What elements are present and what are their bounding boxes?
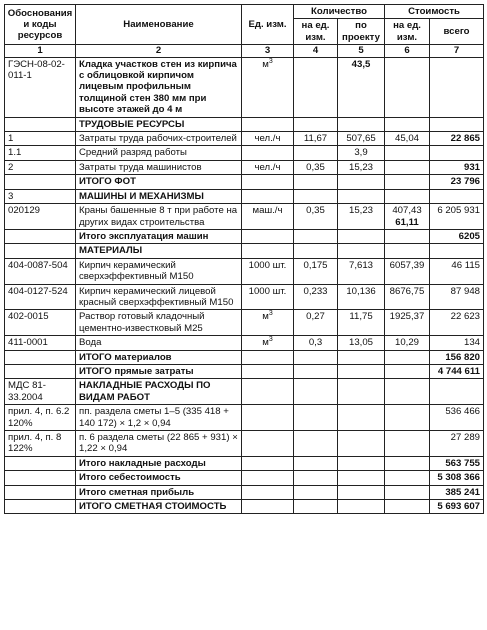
cell-code-text: 2 bbox=[8, 161, 14, 173]
cell-qty-per-unit bbox=[294, 146, 338, 160]
cell-unit bbox=[242, 364, 294, 378]
cell-name-text: Итого эксплуатация машин bbox=[79, 230, 209, 242]
cell-cost-total-text: 23 796 bbox=[450, 176, 481, 188]
col-number: 4 bbox=[294, 45, 338, 57]
cell-qty-project bbox=[338, 350, 385, 364]
cell-cost-per-unit bbox=[385, 471, 430, 485]
cell-name-text: Итого накладные расходы bbox=[79, 457, 206, 469]
cell-qty-per-unit bbox=[294, 456, 338, 470]
cell-name bbox=[76, 229, 242, 243]
table-row bbox=[5, 244, 484, 258]
cell-unit-text: $м^3$ bbox=[262, 57, 273, 70]
cell-cost-total bbox=[430, 431, 484, 457]
cell-cost-per-unit bbox=[385, 160, 430, 174]
cell-cost-total bbox=[430, 175, 484, 189]
cell-name bbox=[76, 204, 242, 230]
cell-qty-project-text: 7,613 bbox=[349, 259, 374, 271]
cell-cost-per-unit bbox=[385, 57, 430, 117]
cell-name-text: Затраты труда рабочих-строителей bbox=[79, 133, 237, 145]
table-row bbox=[5, 405, 484, 431]
cell-unit bbox=[242, 244, 294, 258]
cell-code bbox=[5, 350, 76, 364]
cell-name-text: ИТОГО ФОТ bbox=[79, 176, 136, 188]
cell-cost-per-unit bbox=[385, 284, 430, 310]
cell-name bbox=[76, 310, 242, 336]
table-row bbox=[5, 189, 484, 203]
cell-code bbox=[5, 379, 76, 405]
cell-name-text: Краны башенные 8 т при работе на других видах строительства bbox=[79, 205, 238, 228]
cell-qty-per-unit bbox=[294, 500, 338, 514]
cell-qty-per-unit-text: 0,233 bbox=[303, 285, 328, 297]
cell-qty-project-text: 13,05 bbox=[349, 337, 374, 349]
cell-qty-project bbox=[338, 456, 385, 470]
cell-name bbox=[76, 364, 242, 378]
cell-code bbox=[5, 175, 76, 189]
table-row bbox=[5, 160, 484, 174]
cell-name-text: ИТОГО СМЕТНАЯ СТОИМОСТЬ bbox=[79, 501, 227, 513]
cell-unit bbox=[242, 258, 294, 284]
cell-unit-text: 1000 шт. bbox=[248, 259, 287, 271]
cell-qty-per-unit bbox=[294, 350, 338, 364]
cell-cost-per-unit bbox=[385, 258, 430, 284]
cell-unit bbox=[242, 310, 294, 336]
table-row bbox=[5, 456, 484, 470]
cell-code bbox=[5, 189, 76, 203]
cell-unit bbox=[242, 350, 294, 364]
cell-name bbox=[76, 471, 242, 485]
table-row bbox=[5, 336, 484, 350]
cell-qty-project bbox=[338, 57, 385, 117]
cell-code bbox=[5, 431, 76, 457]
header-qty-per-unit: на ед. изм. bbox=[294, 19, 338, 45]
unit-superscript: 3 bbox=[268, 310, 273, 318]
cell-qty-project bbox=[338, 284, 385, 310]
cell-qty-project bbox=[338, 485, 385, 499]
col-number: 5 bbox=[338, 45, 385, 57]
cell-name-text: ИТОГО материалов bbox=[79, 351, 172, 363]
cell-qty-per-unit-text: 0,27 bbox=[306, 311, 325, 323]
cell-unit bbox=[242, 485, 294, 499]
cell-cost-per-unit-text: 6057,39 bbox=[389, 259, 425, 271]
cell-name-text: НАКЛАДНЫЕ РАСХОДЫ ПО ВИДАМ РАБОТ bbox=[79, 380, 211, 403]
cell-cost-total bbox=[430, 229, 484, 243]
cell-cost-total bbox=[430, 310, 484, 336]
cell-qty-per-unit bbox=[294, 160, 338, 174]
table-row bbox=[5, 471, 484, 485]
cell-cost-total-text: 27 289 bbox=[450, 432, 481, 443]
col-number: 7 bbox=[430, 45, 484, 57]
cell-code bbox=[5, 456, 76, 470]
cell-name bbox=[76, 431, 242, 457]
table-row bbox=[5, 204, 484, 230]
cell-qty-per-unit bbox=[294, 431, 338, 457]
cell-name-text: Итого себестоимость bbox=[79, 472, 181, 484]
cell-cost-per-unit bbox=[385, 204, 430, 230]
cell-name bbox=[76, 456, 242, 470]
table-row bbox=[5, 350, 484, 364]
table-row bbox=[5, 364, 484, 378]
cell-cost-total-text: 536 466 bbox=[445, 406, 481, 418]
col-number: 6 bbox=[385, 45, 430, 57]
cell-cost-total bbox=[430, 146, 484, 160]
table-row bbox=[5, 117, 484, 131]
cell-cost-total bbox=[430, 284, 484, 310]
cell-cost-per-unit bbox=[385, 189, 430, 203]
cell-cost-total bbox=[430, 132, 484, 146]
cell-cost-per-unit bbox=[385, 310, 430, 336]
cell-cost-per-unit bbox=[385, 364, 430, 378]
cell-qty-project bbox=[338, 310, 385, 336]
cell-name-text: Итого сметная прибыль bbox=[79, 486, 195, 498]
table-row bbox=[5, 57, 484, 117]
cell-cost-per-unit-text: 45,04 bbox=[395, 133, 420, 145]
header-cost-per-unit: на ед. изм. bbox=[385, 19, 430, 45]
table-body bbox=[5, 57, 484, 514]
cell-cost-per-unit bbox=[385, 117, 430, 131]
table-row bbox=[5, 175, 484, 189]
cell-name-text: Кладка участков стен из кирпича с облицовкой кирпичом лицевым профильным толщиной стен 380 мм при высоте этажей до 4 м bbox=[79, 58, 237, 116]
cell-code bbox=[5, 204, 76, 230]
table-row bbox=[5, 284, 484, 310]
cell-code-text: 020129 bbox=[8, 205, 41, 217]
cell-unit bbox=[242, 379, 294, 405]
table-row bbox=[5, 431, 484, 457]
cell-code-text: 3 bbox=[8, 190, 14, 202]
cell-cost-per-unit-text: 8676,75 bbox=[389, 285, 425, 297]
cell-qty-project bbox=[338, 379, 385, 405]
cell-cost-total bbox=[430, 500, 484, 514]
cell-cost-total bbox=[430, 456, 484, 470]
cell-code bbox=[5, 57, 76, 117]
cell-name bbox=[76, 258, 242, 284]
cell-qty-project bbox=[338, 229, 385, 243]
cell-name bbox=[76, 57, 242, 117]
cell-name bbox=[76, 350, 242, 364]
cell-qty-per-unit bbox=[294, 379, 338, 405]
cell-cost-total-text: 931 bbox=[464, 161, 481, 173]
cell-unit bbox=[242, 471, 294, 485]
cell-cost-total bbox=[430, 379, 484, 405]
cell-qty-per-unit bbox=[294, 336, 338, 350]
cell-qty-per-unit bbox=[294, 117, 338, 131]
cell-name bbox=[76, 379, 242, 405]
cell-qty-per-unit-text: 0,3 bbox=[308, 337, 323, 349]
cell-qty-per-unit-text: 0,35 bbox=[306, 205, 325, 217]
cell-name bbox=[76, 244, 242, 258]
cell-unit bbox=[242, 117, 294, 131]
cell-cost-per-unit bbox=[385, 132, 430, 146]
col-number: 2 bbox=[76, 45, 242, 57]
cell-name-text: Затраты труда машинистов bbox=[79, 161, 202, 173]
cell-code bbox=[5, 310, 76, 336]
header-qty-project: по проекту bbox=[338, 19, 385, 45]
cell-cost-total-text: 87 948 bbox=[450, 285, 481, 297]
cell-cost-total bbox=[430, 204, 484, 230]
cell-qty-project-text: 11,75 bbox=[349, 311, 373, 323]
cell-qty-project bbox=[338, 160, 385, 174]
cell-qty-per-unit bbox=[294, 310, 338, 336]
cell-code bbox=[5, 132, 76, 146]
cell-unit bbox=[242, 336, 294, 350]
cell-qty-per-unit bbox=[294, 471, 338, 485]
cell-cost-total-text: 22 865 bbox=[450, 133, 481, 145]
cell-name bbox=[76, 336, 242, 350]
cell-unit bbox=[242, 456, 294, 470]
cell-code bbox=[5, 229, 76, 243]
cell-cost-per-unit bbox=[385, 379, 430, 405]
cell-qty-per-unit bbox=[294, 229, 338, 243]
cell-name-text: Кирпич керамический лицевой красный сверхэффективный М150 bbox=[79, 285, 234, 308]
cell-code bbox=[5, 485, 76, 499]
cell-qty-per-unit bbox=[294, 405, 338, 431]
cell-unit bbox=[242, 229, 294, 243]
cell-qty-project bbox=[338, 431, 385, 457]
cell-name bbox=[76, 146, 242, 160]
cell-qty-per-unit bbox=[294, 258, 338, 284]
cell-qty-per-unit bbox=[294, 485, 338, 499]
cell-qty-per-unit bbox=[294, 364, 338, 378]
cell-qty-per-unit bbox=[294, 189, 338, 203]
table-row bbox=[5, 258, 484, 284]
cell-qty-per-unit bbox=[294, 284, 338, 310]
cell-unit-text: маш./ч bbox=[252, 205, 283, 217]
cell-unit bbox=[242, 146, 294, 160]
cell-cost-total bbox=[430, 364, 484, 378]
cell-name-text: Кирпич керамический сверхэффективный М150 bbox=[79, 259, 194, 283]
cell-cost-total-text: 385 241 bbox=[445, 486, 481, 498]
cell-unit-text: $м^3$ bbox=[262, 310, 273, 323]
cell-qty-project bbox=[338, 244, 385, 258]
cell-name bbox=[76, 132, 242, 146]
cell-name bbox=[76, 405, 242, 431]
cell-cost-total bbox=[430, 117, 484, 131]
cell-code bbox=[5, 284, 76, 310]
header-cost-total: всего bbox=[430, 19, 484, 45]
cell-code bbox=[5, 146, 76, 160]
table-row bbox=[5, 310, 484, 336]
cell-unit bbox=[242, 284, 294, 310]
estimate-table bbox=[4, 4, 484, 514]
cell-cost-per-unit bbox=[385, 485, 430, 499]
cell-name-text: Раствор готовый кладочный цементно-известковый М25 bbox=[79, 311, 205, 334]
cell-code-text: МДС 81-33.2004 bbox=[8, 380, 46, 403]
cell-cost-per-unit bbox=[385, 229, 430, 243]
cell-cost-per-unit bbox=[385, 244, 430, 258]
cell-qty-project bbox=[338, 258, 385, 284]
cell-name-text: МАТЕРИАЛЫ bbox=[79, 245, 143, 257]
cell-qty-project bbox=[338, 471, 385, 485]
cell-qty-per-unit bbox=[294, 57, 338, 117]
cell-qty-project bbox=[338, 117, 385, 131]
cell-cost-per-unit bbox=[385, 175, 430, 189]
cell-cost-total-text: 5 693 607 bbox=[437, 501, 481, 513]
cell-unit-text: 1000 шт. bbox=[248, 285, 287, 297]
cell-cost-per-unit-text: 1925,37 bbox=[389, 311, 425, 323]
cell-unit bbox=[242, 57, 294, 117]
cell-cost-total bbox=[430, 244, 484, 258]
table-row bbox=[5, 132, 484, 146]
cell-code bbox=[5, 336, 76, 350]
cell-unit bbox=[242, 160, 294, 174]
cell-code-text: 404-0087-504 bbox=[8, 259, 68, 271]
cell-cost-per-unit bbox=[385, 456, 430, 470]
cell-code bbox=[5, 364, 76, 378]
cell-unit bbox=[242, 431, 294, 457]
cell-code-text: 404-0127-524 bbox=[8, 285, 68, 297]
cell-name-text: МАШИНЫ И МЕХАНИЗМЫ bbox=[79, 190, 204, 202]
cell-qty-project-text: 3,9 bbox=[354, 147, 368, 159]
table-row bbox=[5, 229, 484, 243]
cell-cost-per-unit bbox=[385, 350, 430, 364]
cell-cost-total-text: 156 820 bbox=[445, 351, 481, 363]
cell-code bbox=[5, 405, 76, 431]
cell-cost-total bbox=[430, 57, 484, 117]
cell-cost-total-text: 563 755 bbox=[445, 457, 481, 469]
cell-qty-project-text: 15,23 bbox=[349, 205, 374, 217]
cell-cost-total bbox=[430, 471, 484, 485]
cell-code-text: 411-0001 bbox=[8, 337, 48, 349]
cell-cost-total-text: 46 115 bbox=[451, 259, 481, 271]
cell-name-text: ТРУДОВЫЕ РЕСУРСЫ bbox=[79, 118, 185, 130]
cell-qty-project bbox=[338, 189, 385, 203]
cell-qty-project bbox=[338, 204, 385, 230]
table-row bbox=[5, 485, 484, 499]
cell-cost-total bbox=[430, 160, 484, 174]
header-basis: Обоснования и коды ресурсов bbox=[5, 5, 76, 45]
cell-cost-per-unit-text: 407,43 bbox=[392, 205, 422, 217]
cell-cost-total-text: 22 623 bbox=[450, 311, 481, 323]
cell-code-text: 1 bbox=[8, 133, 14, 145]
col-number: 1 bbox=[5, 45, 76, 57]
cell-qty-project bbox=[338, 405, 385, 431]
cell-qty-project-text: 15,23 bbox=[349, 161, 374, 173]
cell-name bbox=[76, 117, 242, 131]
header-unit: Ед. изм. bbox=[242, 5, 294, 45]
cell-qty-per-unit-text: 11,67 bbox=[303, 133, 328, 145]
cell-name-text: ИТОГО прямые затраты bbox=[79, 365, 194, 377]
cell-qty-project bbox=[338, 175, 385, 189]
cell-code-text: 402-0015 bbox=[8, 311, 49, 323]
cell-cost-per-unit bbox=[385, 146, 430, 160]
cell-cost-total-text: 6 205 931 bbox=[437, 205, 481, 217]
cell-qty-per-unit bbox=[294, 132, 338, 146]
cell-name-text: пп. раздела сметы 1–5 (335 418 + 140 172) × 1,2 × 0,94 bbox=[79, 406, 229, 429]
table-row bbox=[5, 379, 484, 405]
cell-qty-per-unit-text: 0,35 bbox=[306, 161, 325, 173]
unit-superscript: 3 bbox=[268, 335, 273, 343]
cell-qty-project-text: 507,65 bbox=[346, 133, 376, 145]
cell-name-text: Средний разряд работы bbox=[79, 147, 187, 159]
cell-cost-per-unit bbox=[385, 500, 430, 514]
cell-qty-project-text: 43,5 bbox=[351, 58, 371, 70]
cell-name bbox=[76, 500, 242, 514]
cell-unit bbox=[242, 175, 294, 189]
cell-cost-total-text: 6205 bbox=[458, 230, 481, 242]
cell-name bbox=[76, 189, 242, 203]
cell-name-text: Вода bbox=[79, 337, 102, 349]
cell-qty-project bbox=[338, 500, 385, 514]
cell-qty-project bbox=[338, 364, 385, 378]
cell-qty-project bbox=[338, 146, 385, 160]
cell-code-text: прил. 4, п. 6.2 120% bbox=[8, 406, 70, 429]
cell-code bbox=[5, 258, 76, 284]
cell-cost-total bbox=[430, 258, 484, 284]
cell-code bbox=[5, 160, 76, 174]
header-name: Наименование bbox=[76, 5, 242, 45]
cell-cost-total bbox=[430, 485, 484, 499]
cell-code bbox=[5, 244, 76, 258]
cell-unit bbox=[242, 204, 294, 230]
cell-code bbox=[5, 471, 76, 485]
col-number: 3 bbox=[242, 45, 294, 57]
cell-qty-per-unit bbox=[294, 204, 338, 230]
table-row bbox=[5, 146, 484, 160]
header-cost: Стоимость bbox=[385, 5, 484, 19]
cell-cost-total-text: 5 308 366 bbox=[437, 472, 481, 484]
cell-qty-project bbox=[338, 336, 385, 350]
cell-name bbox=[76, 284, 242, 310]
cell-cost-per-unit-secondary: 61,11 bbox=[395, 216, 419, 228]
cell-cost-total bbox=[430, 350, 484, 364]
cell-cost-total-text: 134 bbox=[464, 337, 481, 349]
cell-code bbox=[5, 117, 76, 131]
cell-code-text: ГЭСН-08-02-011-1 bbox=[8, 58, 65, 82]
cell-unit-text: чел./ч bbox=[254, 133, 281, 145]
cell-code bbox=[5, 500, 76, 514]
cell-qty-per-unit-text: 0,175 bbox=[303, 259, 328, 271]
cell-cost-per-unit bbox=[385, 405, 430, 431]
cell-cost-per-unit-text: 10,29 bbox=[395, 337, 420, 349]
cell-cost-total-text: 4 744 611 bbox=[437, 365, 481, 377]
cell-name bbox=[76, 160, 242, 174]
cell-cost-per-unit bbox=[385, 431, 430, 457]
cell-unit bbox=[242, 189, 294, 203]
cell-qty-per-unit bbox=[294, 175, 338, 189]
cell-name bbox=[76, 175, 242, 189]
cell-unit-text: $м^3$ bbox=[262, 335, 273, 349]
cell-name-text: п. 6 раздела сметы (22 865 + 931) × 1,22 × 0,94 bbox=[79, 432, 238, 455]
cell-code-text: 1.1 bbox=[8, 147, 22, 159]
cell-qty-project bbox=[338, 132, 385, 146]
cell-cost-total bbox=[430, 336, 484, 350]
cell-unit bbox=[242, 405, 294, 431]
header-quantity: Количество bbox=[294, 5, 385, 19]
unit-superscript: 3 bbox=[268, 57, 273, 65]
cell-qty-per-unit bbox=[294, 244, 338, 258]
cell-cost-total bbox=[430, 189, 484, 203]
cell-cost-per-unit bbox=[385, 336, 430, 350]
table-row bbox=[5, 500, 484, 514]
cell-name bbox=[76, 485, 242, 499]
cell-unit bbox=[242, 132, 294, 146]
cell-unit-text: чел./ч bbox=[254, 161, 281, 173]
cell-qty-project-text: 10,136 bbox=[346, 285, 376, 297]
cell-cost-total bbox=[430, 405, 484, 431]
cell-code-text: прил. 4, п. 8 122% bbox=[8, 432, 62, 455]
cell-unit bbox=[242, 500, 294, 514]
